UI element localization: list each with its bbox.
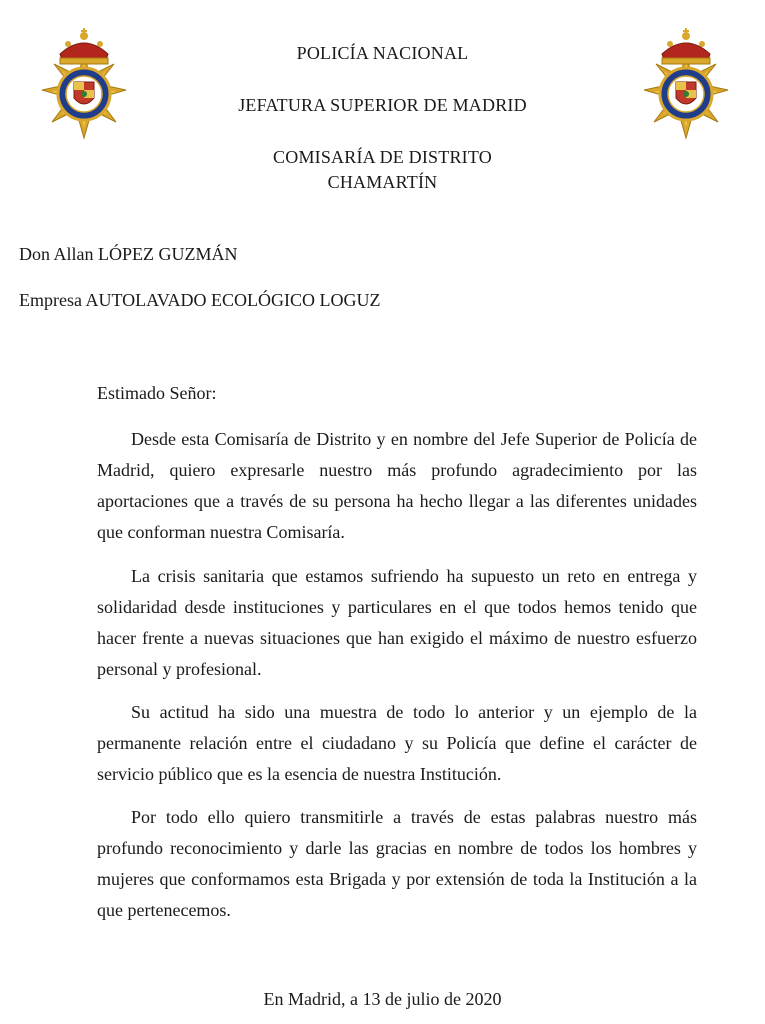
closing-date-line: En Madrid, a 13 de julio de 2020 bbox=[263, 989, 502, 1009]
recipient-company: Empresa AUTOLAVADO ECOLÓGICO LOGUZ bbox=[19, 290, 381, 310]
header-line-policia-nacional: POLICÍA NACIONAL bbox=[296, 43, 469, 63]
header-line-comisaria: COMISARÍA DE DISTRITO bbox=[273, 147, 492, 167]
policia-nacional-emblem-icon bbox=[26, 14, 142, 154]
paragraph-2: La crisis sanitaria que estamos sufriendo ha supuesto un reto en entrega y solidaridad desde instituciones y particulares en el que todos hemos tenido que hacer frente a nuevas situaciones que han exigido el máximo de nuestro esfuerzo personal y profesional. bbox=[97, 566, 697, 679]
policia-nacional-emblem-icon bbox=[628, 14, 744, 154]
salutation: Estimado Señor: bbox=[97, 383, 217, 403]
paragraph-3: Su actitud ha sido una muestra de todo lo anterior y un ejemplo de la permanente relación entre el ciudadano y su Policía que define el carácter de servicio público que es la esencia de nuestra Institución. bbox=[97, 702, 697, 784]
paragraph-4: Por todo ello quiero transmitirle a través de estas palabras nuestro más profundo reconocimiento y darle las gracias en nombre de todos los hombres y mujeres que conformamos esta Brigada y por extensión de toda la Institución a la que pertenecemos. bbox=[97, 807, 697, 920]
header-line-district: CHAMARTÍN bbox=[327, 172, 438, 192]
header-line-jefatura: JEFATURA SUPERIOR DE MADRID bbox=[238, 95, 527, 115]
paragraph-1: Desde esta Comisaría de Distrito y en nombre del Jefe Superior de Policía de Madrid, quiero expresarle nuestro más profundo agradecimiento por las aportaciones que a través de su persona ha hecho llegar a las diferentes unidades que conforman nuestra Comisaría. bbox=[97, 429, 697, 542]
recipient-name: Don Allan LÓPEZ GUZMÁN bbox=[19, 244, 238, 264]
